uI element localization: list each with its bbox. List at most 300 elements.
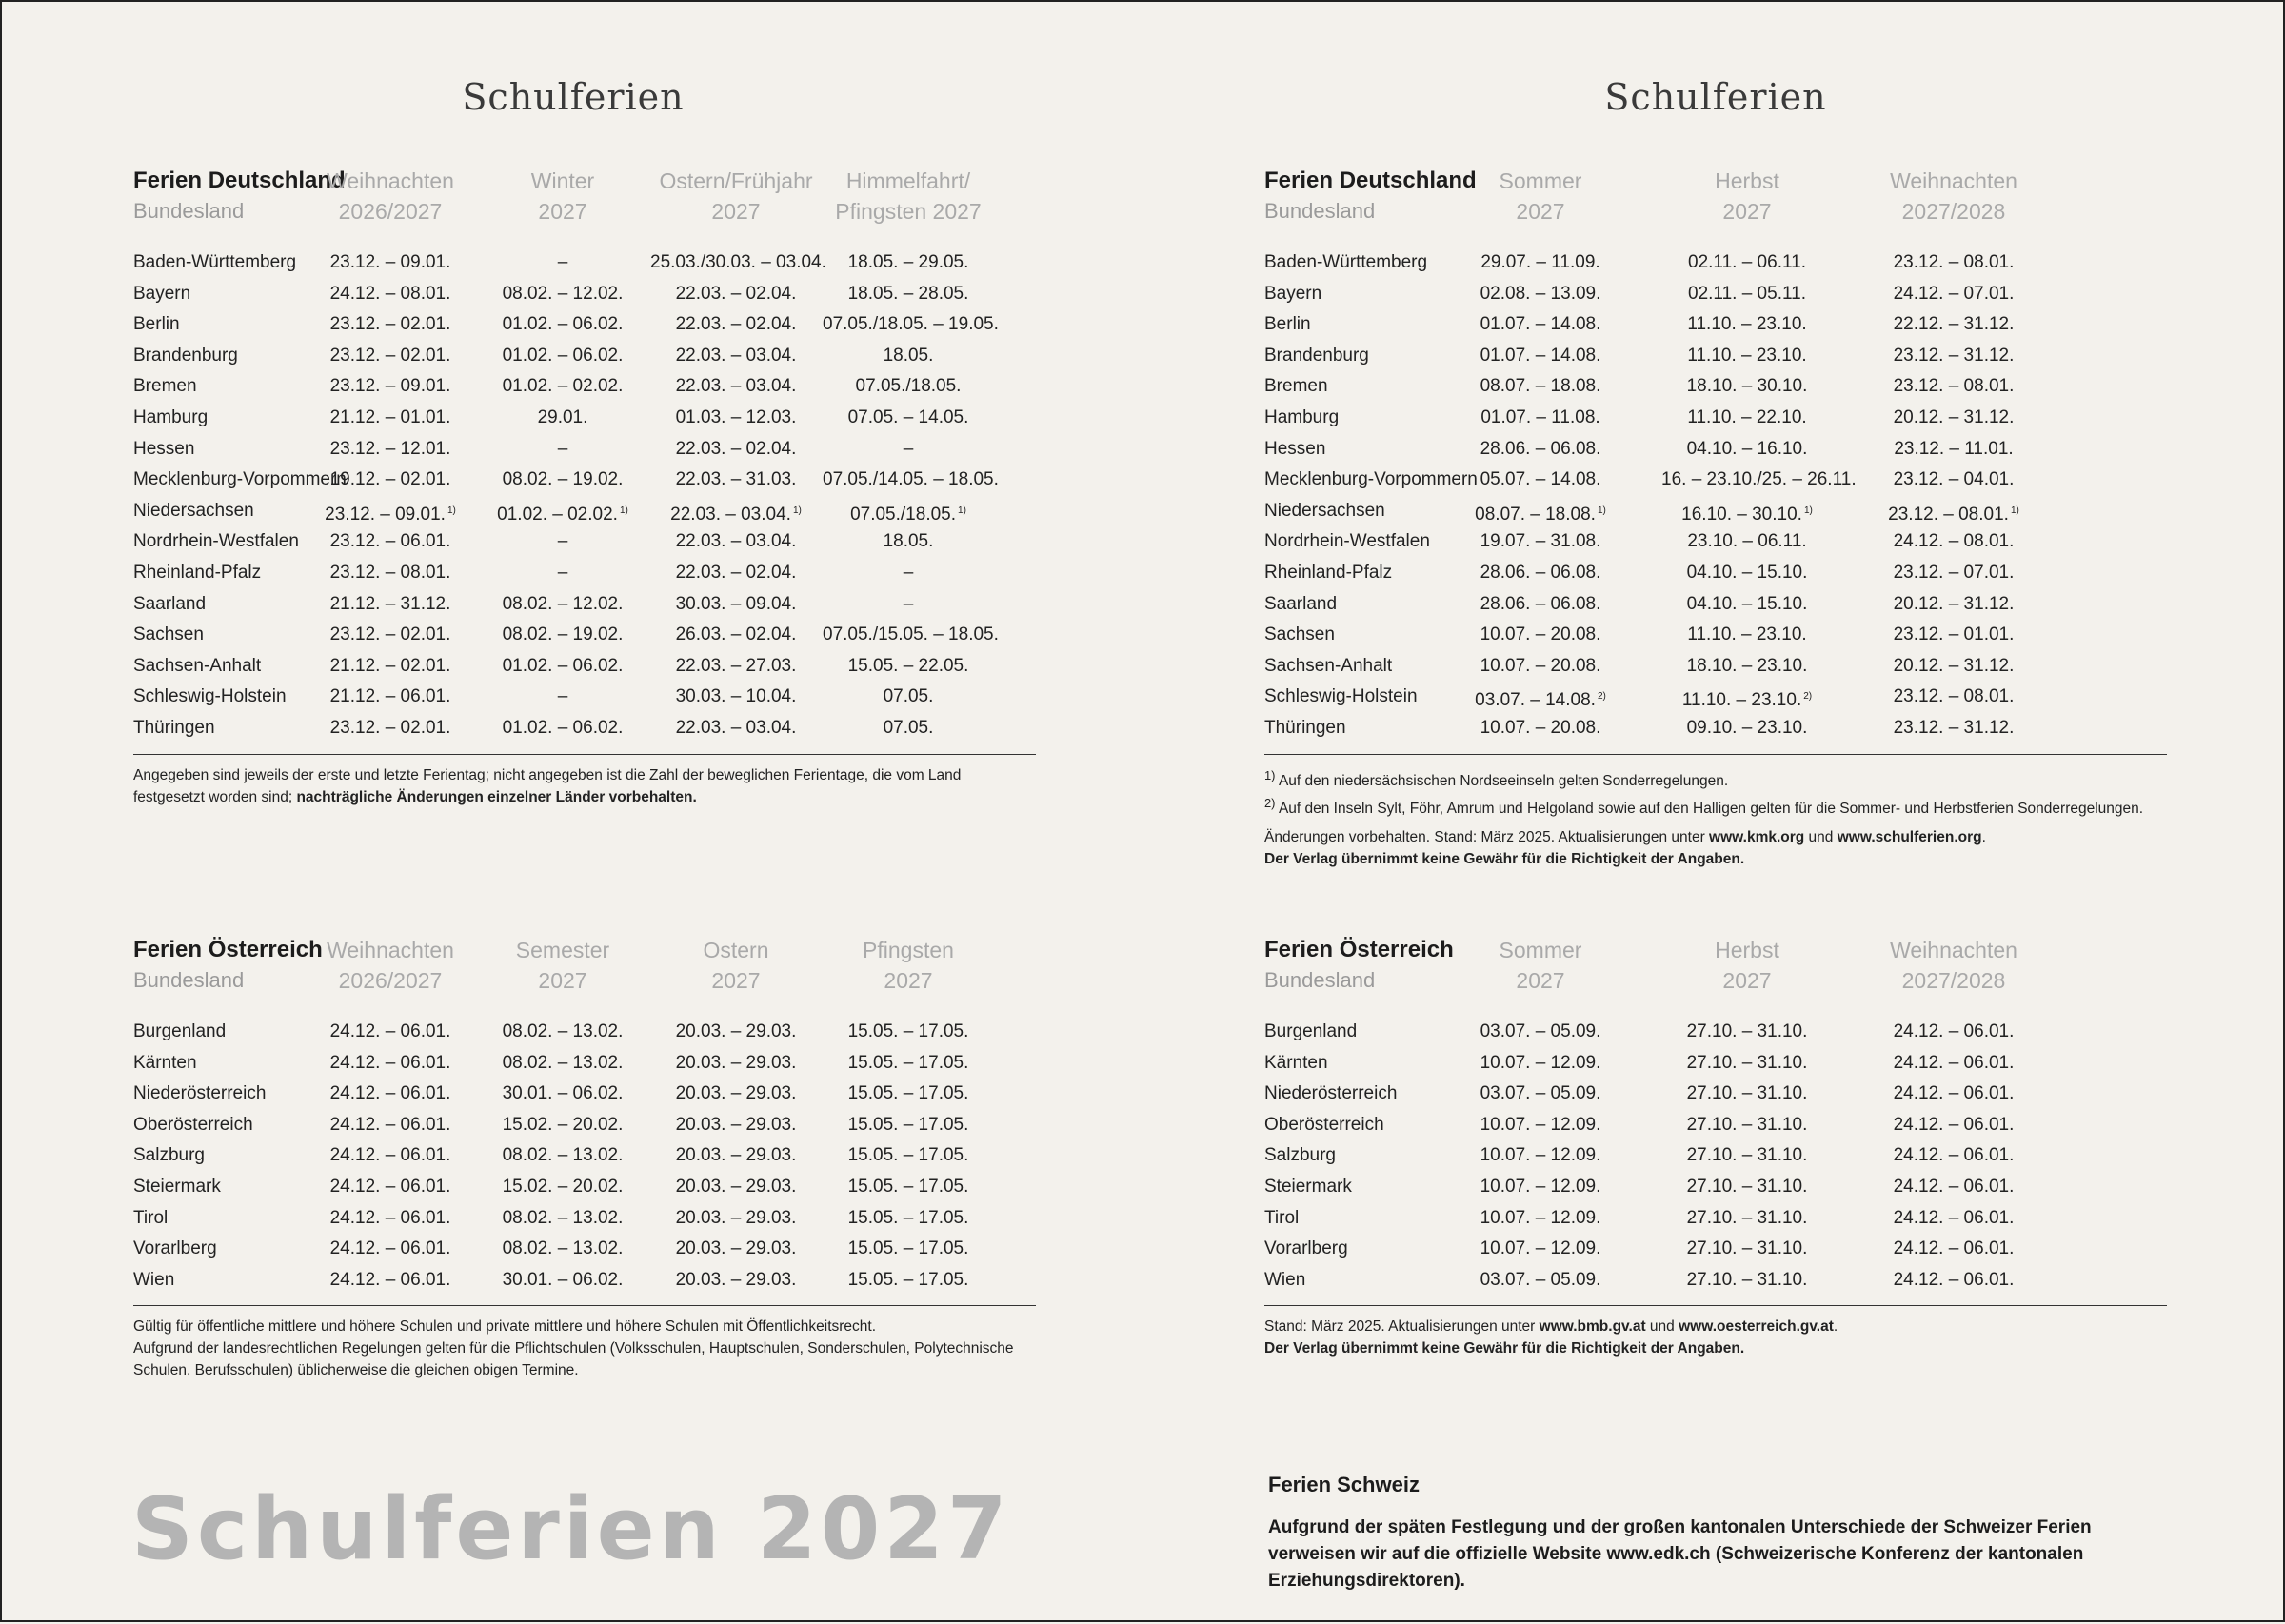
date-cell: 15.05. – 17.05. — [847, 1207, 969, 1228]
state-name: Rheinland-Pfalz — [1264, 562, 1393, 583]
table-row — [133, 589, 1036, 621]
date-cell: 11.10. – 22.10. — [1687, 406, 1807, 427]
footnote-marker: 1) — [2010, 505, 2019, 516]
date-cell: 24.12. – 06.01. — [329, 1145, 451, 1166]
date-cell: 29.07. – 11.09. — [1480, 252, 1600, 272]
date-cell: 30.03. – 10.04. — [675, 686, 797, 707]
date-cell: 10.07. – 12.09. — [1480, 1176, 1601, 1197]
date-cell: 02.11. – 06.11. — [1688, 252, 1806, 272]
column-header: Pfingsten 2027 — [863, 938, 954, 993]
date-cell: 20.03. – 29.03. — [675, 1269, 797, 1290]
date-cell: 24.12. – 06.01. — [1893, 1083, 2015, 1104]
table-row — [1264, 248, 2167, 279]
date-cell: 08.02. – 12.02. — [502, 283, 624, 304]
date-cell: 01.02. – 06.02. — [502, 655, 624, 676]
date-cell: 22.03. – 03.04. — [675, 717, 797, 738]
date-cell: 24.12. – 06.01. — [1893, 1269, 2015, 1290]
date-cell: 23.10. – 06.11. — [1687, 531, 1807, 552]
date-cell: 24.12. – 06.01. — [329, 1052, 451, 1073]
date-cell: 08.02. – 13.02. — [502, 1238, 624, 1259]
date-cell: 23.12. – 02.01. — [329, 314, 451, 335]
state-name: Wien — [1264, 1269, 1306, 1290]
date-cell: 15.05. – 17.05. — [847, 1176, 969, 1197]
column-header: Sommer 2027 — [1499, 168, 1582, 224]
table-austria-left — [133, 933, 1036, 1381]
state-name: Bremen — [1264, 376, 1328, 397]
date-cell: 24.12. – 06.01. — [1893, 1207, 2015, 1228]
state-name: Vorarlberg — [133, 1238, 217, 1259]
state-name: Rheinland-Pfalz — [133, 562, 262, 583]
table-row — [133, 558, 1036, 589]
table-row — [1264, 1079, 2167, 1110]
date-cell: 18.05. — [883, 531, 934, 552]
date-cell: 15.05. – 17.05. — [847, 1114, 969, 1135]
date-cell: 07.05. — [883, 717, 934, 738]
date-cell: 23.12. – 31.12. — [1893, 345, 2015, 366]
footnote-marker: 1) — [958, 505, 966, 516]
divider — [1264, 754, 2167, 755]
date-cell: 07.05./18.05. — [855, 376, 962, 397]
column-header: Ostern 2027 — [703, 938, 769, 993]
state-name: Mecklenburg-Vorpommern — [133, 469, 347, 490]
date-cell: 24.12. – 06.01. — [1893, 1114, 2015, 1135]
table-row — [133, 713, 1036, 744]
date-cell: 27.10. – 31.10. — [1686, 1207, 1808, 1228]
date-cell: 08.07. – 18.08. $^{1)}$ — [1475, 504, 1606, 525]
date-cell: 22.03. – 03.04. — [675, 531, 797, 552]
date-cell: 15.05. – 22.05. — [847, 655, 969, 676]
table-note: $^{1)}$ Auf den niedersächsischen Nordseeinseln gelten Sonderregelungen. $^{2)}$ Auf den Inseln Sylt, Föhr, Amrum und Helgoland sowie auf den Halligen gelten für die Sommer- und Herbstferien Sonderregelungen. Änderungen vorbehalten. Stand: März 2025. Aktualisierungen unter www.kmk.org und www.schulferien.org. Der Verlag übernimmt keine Gewähr für die Richtigkeit der Angaben. — [1264, 767, 2144, 867]
date-cell: 28.06. – 06.08. — [1480, 593, 1601, 614]
date-cell: 15.05. – 17.05. — [847, 1052, 969, 1073]
table-row — [1264, 1203, 2167, 1235]
table-subtitle: Bundesland — [1264, 968, 1376, 992]
date-cell: 10.07. – 20.08. — [1480, 655, 1601, 676]
table-title: Ferien Österreich — [133, 937, 323, 962]
date-cell: 27.10. – 31.10. — [1686, 1176, 1808, 1197]
date-cell: 01.03. – 12.03. — [675, 406, 797, 427]
table-row — [1264, 1048, 2167, 1079]
date-cell: 22.03. – 03.04. — [675, 376, 797, 397]
date-cell: 07.05. – 14.05. — [847, 406, 969, 427]
date-cell: 24.12. – 06.01. — [329, 1207, 451, 1228]
date-cell: 04.10. – 16.10. — [1686, 438, 1808, 459]
state-name: Nordrhein-Westfalen — [1264, 531, 1430, 552]
table-row — [133, 465, 1036, 496]
state-name: Tirol — [133, 1207, 169, 1228]
state-name: Berlin — [133, 314, 180, 335]
date-cell: 24.12. – 06.01. — [1893, 1238, 2015, 1259]
date-cell: 20.03. – 29.03. — [675, 1238, 797, 1259]
date-cell: 11.10. – 23.10. $^{2)}$ — [1681, 690, 1813, 711]
divider — [133, 754, 1036, 755]
date-cell: 23.12. – 01.01. — [1893, 624, 2015, 645]
date-cell: 27.10. – 31.10. — [1686, 1021, 1808, 1041]
date-cell: 18.05. — [883, 345, 934, 366]
date-cell: 16.10. – 30.10. $^{1)}$ — [1681, 504, 1813, 525]
state-name: Niederösterreich — [133, 1083, 267, 1104]
column-header: Weihnachten 2026/2027 — [327, 938, 454, 993]
date-cell: 19.12. – 02.01. — [329, 469, 451, 490]
date-cell: 24.12. – 06.01. — [329, 1083, 451, 1104]
state-name: Sachsen-Anhalt — [1264, 655, 1393, 676]
date-cell: 10.07. – 12.09. — [1480, 1114, 1601, 1135]
date-cell: 11.10. – 23.10. — [1687, 345, 1807, 366]
date-cell: 22.03. – 02.04. — [675, 562, 797, 583]
date-cell: 08.02. – 12.02. — [502, 593, 624, 614]
state-name: Bayern — [1264, 283, 1322, 304]
state-name: Steiermark — [1264, 1176, 1352, 1197]
state-name: Schleswig-Holstein — [1264, 686, 1418, 707]
date-cell: 29.01. — [537, 406, 588, 427]
state-name: Thüringen — [133, 717, 215, 738]
date-cell: – — [557, 252, 568, 272]
table-row — [133, 1265, 1036, 1297]
date-cell: 02.08. – 13.09. — [1480, 283, 1601, 304]
table-row — [1264, 496, 2167, 527]
date-cell: 20.03. – 29.03. — [675, 1021, 797, 1041]
date-cell: 15.05. – 17.05. — [847, 1083, 969, 1104]
state-name: Thüringen — [1264, 717, 1346, 738]
date-cell: 16. – 23.10./25. – 26.11. — [1661, 469, 1857, 490]
table-row — [1264, 589, 2167, 621]
table-row — [1264, 341, 2167, 372]
date-cell: 08.02. – 13.02. — [502, 1052, 624, 1073]
state-name: Salzburg — [133, 1145, 205, 1166]
date-cell: 01.02. – 06.02. — [502, 345, 624, 366]
date-cell: 24.12. – 06.01. — [1893, 1176, 2015, 1197]
date-cell: – — [557, 438, 568, 459]
date-cell: 24.12. – 06.01. — [329, 1238, 451, 1259]
table-row — [133, 1048, 1036, 1079]
column-header: Weihnachten 2027/2028 — [1890, 168, 2017, 224]
date-cell: 09.10. – 23.10. — [1686, 717, 1808, 738]
date-cell: 23.12. – 02.01. — [329, 717, 451, 738]
switzerland-title: Ferien Schweiz — [1268, 1473, 1420, 1496]
date-cell: 01.02. – 06.02. — [502, 314, 624, 335]
state-name: Hamburg — [1264, 406, 1340, 427]
date-cell: 15.02. – 20.02. — [502, 1176, 624, 1197]
date-cell: 24.12. – 08.01. — [1893, 531, 2015, 552]
date-cell: 27.10. – 31.10. — [1686, 1238, 1808, 1259]
date-cell: 08.02. – 19.02. — [502, 624, 624, 645]
state-name: Niedersachsen — [1264, 500, 1385, 521]
date-cell: 03.07. – 05.09. — [1480, 1083, 1601, 1104]
table-row — [1264, 1110, 2167, 1141]
state-name: Wien — [133, 1269, 175, 1290]
column-header: Weihnachten 2027/2028 — [1890, 938, 2017, 993]
date-cell: 08.02. – 19.02. — [502, 469, 624, 490]
table-title: Ferien Deutschland — [133, 168, 346, 193]
date-cell: 21.12. – 01.01. — [329, 406, 451, 427]
table-body — [1264, 248, 2167, 744]
date-cell: 27.10. – 31.10. — [1686, 1052, 1808, 1073]
date-cell: 24.12. – 07.01. — [1893, 283, 2015, 304]
date-cell: 22.03. – 03.04. — [675, 345, 797, 366]
date-cell: 08.02. – 13.02. — [502, 1145, 624, 1166]
date-cell: 04.10. – 15.10. — [1686, 562, 1808, 583]
switzerland-section — [1268, 1471, 2173, 1594]
table-body — [133, 1017, 1036, 1296]
date-cell: 25.03./30.03. – 03.04. — [650, 252, 826, 272]
column-header: Winter 2027 — [530, 168, 595, 224]
date-cell: 08.02. – 13.02. — [502, 1021, 624, 1041]
date-cell: 24.12. – 06.01. — [329, 1021, 451, 1041]
state-name: Baden-Württemberg — [1264, 252, 1428, 272]
state-name: Oberösterreich — [1264, 1114, 1384, 1135]
state-name: Niederösterreich — [1264, 1083, 1398, 1104]
table-row — [133, 248, 1036, 279]
date-cell: 20.03. – 29.03. — [675, 1052, 797, 1073]
table-body — [1264, 1017, 2167, 1296]
date-cell: 10.07. – 20.08. — [1480, 624, 1601, 645]
table-row — [133, 434, 1036, 465]
table-row — [133, 1079, 1036, 1110]
date-cell: 20.12. – 31.12. — [1893, 655, 2015, 676]
table-note: Angegeben sind jeweils der erste und letzte Ferientag; nicht angegeben ist die Zahl der beweglichen Ferientage, die vom Land festgesetzt worden sind; nachträgliche Änderungen einzelner Länder vorbehalten. — [133, 766, 962, 805]
table-row — [133, 403, 1036, 434]
table-header — [133, 933, 1036, 994]
date-cell: 23.12. – 12.01. — [329, 438, 451, 459]
date-cell: 02.11. – 05.11. — [1688, 283, 1806, 304]
date-cell: 15.05. – 17.05. — [847, 1021, 969, 1041]
date-cell: 23.12. – 09.01. $^{1)}$ — [325, 504, 456, 525]
footnote-marker: 1) — [619, 505, 628, 516]
state-name: Mecklenburg-Vorpommern — [1264, 469, 1478, 490]
date-cell: 01.02. – 06.02. — [502, 717, 624, 738]
state-name: Berlin — [1264, 314, 1311, 335]
footnote-marker: 1) — [1597, 505, 1606, 516]
date-cell: 28.06. – 06.08. — [1480, 438, 1601, 459]
date-cell: 11.10. – 23.10. — [1687, 314, 1807, 335]
date-cell: 18.05. – 28.05. — [847, 283, 969, 304]
table-header — [1264, 933, 2167, 994]
table-header — [1264, 164, 2167, 225]
date-cell: 15.05. – 17.05. — [847, 1238, 969, 1259]
left-page — [2, 2, 1144, 1624]
table-row — [1264, 371, 2167, 403]
state-name: Kärnten — [1264, 1052, 1328, 1073]
date-cell: 23.12. – 07.01. — [1893, 562, 2015, 583]
date-cell: 26.03. – 02.04. — [675, 624, 797, 645]
date-cell: 08.02. – 13.02. — [502, 1207, 624, 1228]
date-cell: – — [903, 562, 914, 583]
table-row — [133, 1203, 1036, 1235]
date-cell: 01.07. – 11.08. — [1480, 406, 1600, 427]
state-name: Saarland — [133, 593, 207, 614]
date-cell: 10.07. – 12.09. — [1480, 1052, 1601, 1073]
date-cell: 24.12. – 06.01. — [1893, 1052, 2015, 1073]
state-name: Vorarlberg — [1264, 1238, 1348, 1259]
date-cell: 22.03. – 31.03. — [675, 469, 797, 490]
state-name: Brandenburg — [133, 345, 238, 366]
column-header: Herbst 2027 — [1715, 168, 1779, 224]
date-cell: 15.05. – 17.05. — [847, 1145, 969, 1166]
date-cell: 21.12. – 31.12. — [329, 593, 451, 614]
date-cell: 20.03. – 29.03. — [675, 1114, 797, 1135]
date-cell: 24.12. – 06.01. — [329, 1114, 451, 1135]
table-row — [1264, 1172, 2167, 1203]
table-row — [1264, 434, 2167, 465]
date-cell: 05.07. – 14.08. — [1480, 469, 1601, 490]
table-row — [133, 651, 1036, 683]
date-cell: 07.05. — [883, 686, 934, 707]
table-title: Ferien Deutschland — [1264, 168, 1477, 193]
page-title: Schulferien — [1604, 76, 1827, 118]
footnote-marker: 1) — [447, 505, 456, 516]
date-cell: 01.02. – 02.02. — [502, 376, 624, 397]
table-note: Stand: März 2025. Aktualisierungen unter www.bmb.gv.at und www.oesterreich.gv.at. Der Verlag übernimmt keine Gewähr für die Richtigkeit der Angaben. — [1264, 1318, 1838, 1357]
date-cell: 23.12. – 02.01. — [329, 345, 451, 366]
footnote-marker: 1) — [1803, 505, 1813, 516]
table-row — [133, 309, 1036, 341]
table-row — [1264, 713, 2167, 744]
divider — [1264, 1305, 2167, 1306]
table-row — [133, 526, 1036, 558]
date-cell: 27.10. – 31.10. — [1686, 1083, 1808, 1104]
date-cell: 07.05./15.05. – 18.05. — [823, 624, 999, 645]
table-row — [1264, 558, 2167, 589]
state-name: Sachsen-Anhalt — [133, 655, 262, 676]
date-cell: 22.12. – 31.12. — [1893, 314, 2015, 335]
table-row — [1264, 651, 2167, 683]
state-name: Bayern — [133, 283, 191, 304]
footnote-marker: 2) — [1803, 691, 1813, 703]
date-cell: 28.06. – 06.08. — [1480, 562, 1601, 583]
table-row — [133, 496, 1036, 527]
table-row — [1264, 309, 2167, 341]
date-cell: 20.03. – 29.03. — [675, 1176, 797, 1197]
column-header: Semester 2027 — [515, 938, 610, 993]
table-row — [133, 1017, 1036, 1048]
date-cell: 27.10. – 31.10. — [1686, 1269, 1808, 1290]
date-cell: 23.12. – 02.01. — [329, 624, 451, 645]
table-body — [133, 248, 1036, 744]
date-cell: 24.12. – 06.01. — [329, 1269, 451, 1290]
date-cell: 27.10. – 31.10. — [1686, 1114, 1808, 1135]
date-cell: 11.10. – 23.10. — [1687, 624, 1807, 645]
date-cell: – — [557, 562, 568, 583]
state-name: Kärnten — [133, 1052, 197, 1073]
state-name: Burgenland — [1264, 1021, 1358, 1041]
state-name: Tirol — [1264, 1207, 1300, 1228]
table-row — [1264, 1017, 2167, 1048]
state-name: Burgenland — [133, 1021, 227, 1041]
date-cell: 22.03. – 02.04. — [675, 314, 797, 335]
column-header: Herbst 2027 — [1715, 938, 1779, 993]
date-cell: 23.12. – 08.01. — [329, 562, 451, 583]
column-header: Himmelfahrt/ Pfingsten 2027 — [835, 168, 982, 224]
table-subtitle: Bundesland — [1264, 199, 1376, 223]
table-row — [133, 1172, 1036, 1203]
date-cell: 24.12. – 06.01. — [329, 1176, 451, 1197]
state-name: Schleswig-Holstein — [133, 686, 287, 707]
date-cell: 18.10. – 30.10. — [1686, 376, 1808, 397]
date-cell: 23.12. – 06.01. — [329, 531, 451, 552]
table-row — [133, 1110, 1036, 1141]
date-cell: 01.02. – 02.02. $^{1)}$ — [497, 504, 628, 525]
date-cell: 18.05. – 29.05. — [847, 252, 969, 272]
table-row — [1264, 465, 2167, 496]
date-cell: 01.07. – 14.08. — [1480, 345, 1601, 366]
table-note: Gültig für öffentliche mittlere und höhere Schulen und private mittlere und höhere Schulen mit Öffentlichkeitsrecht. Aufgrund der landesrechtlichen Regelungen gelten für die Pflichtschulen (Volksschulen, Hauptschulen, Sonderschulen, Polytechnische Schulen, Berufsschulen) üblicherweise die gleichen obigen Termine. — [133, 1318, 1014, 1379]
date-cell: 22.03. – 27.03. — [675, 655, 797, 676]
date-cell: 01.07. – 14.08. — [1480, 314, 1601, 335]
date-cell: 24.12. – 08.01. — [329, 283, 451, 304]
date-cell: 08.07. – 18.08. — [1480, 376, 1601, 397]
date-cell: 20.03. – 29.03. — [675, 1083, 797, 1104]
date-cell: 10.07. – 12.09. — [1480, 1145, 1601, 1166]
column-header: Sommer 2027 — [1499, 938, 1582, 993]
date-cell: 22.03. – 03.04. $^{1)}$ — [670, 504, 802, 525]
table-row — [1264, 620, 2167, 651]
date-cell: 20.03. – 29.03. — [675, 1145, 797, 1166]
table-row — [133, 682, 1036, 713]
date-cell: 07.05./14.05. – 18.05. — [823, 469, 999, 490]
page-title: Schulferien — [462, 76, 685, 118]
state-name: Salzburg — [1264, 1145, 1336, 1166]
state-name: Baden-Württemberg — [133, 252, 297, 272]
table-subtitle: Bundesland — [133, 199, 245, 223]
date-cell: 15.05. – 17.05. — [847, 1269, 969, 1290]
date-cell: 18.10. – 23.10. — [1686, 655, 1808, 676]
date-cell: 07.05./18.05. – 19.05. — [823, 314, 999, 335]
switzerland-text: Aufgrund der späten Festlegung und der großen kantonalen Unterschiede der Schweizer Ferien verweisen wir auf die offizielle Website www.edk.ch (Schweizerische Konferenz der kantonalen Erziehungsdirektoren). — [1268, 1517, 2092, 1591]
table-row — [133, 1234, 1036, 1265]
table-title: Ferien Österreich — [1264, 937, 1454, 962]
date-cell: 03.07. – 14.08. $^{2)}$ — [1475, 690, 1606, 711]
date-cell: 23.12. – 31.12. — [1893, 717, 2015, 738]
state-name: Sachsen — [133, 624, 204, 645]
date-cell: 23.12. – 08.01. — [1893, 686, 2015, 707]
table-row — [133, 341, 1036, 372]
date-cell: 23.12. – 08.01. — [1893, 376, 2015, 397]
table-germany-right — [1264, 164, 2167, 870]
date-cell: 03.07. – 05.09. — [1480, 1269, 1601, 1290]
column-header: Ostern/Frühjahr 2027 — [659, 168, 813, 224]
footnote-marker: 1) — [792, 505, 802, 516]
date-cell: 23.12. – 11.01. — [1894, 438, 2014, 459]
table-header — [133, 164, 1036, 225]
table-row — [1264, 1140, 2167, 1172]
column-header: Weihnachten 2026/2027 — [327, 168, 454, 224]
right-page — [1144, 2, 2285, 1624]
table-row — [1264, 682, 2167, 713]
state-name: Steiermark — [133, 1176, 221, 1197]
table-row — [1264, 1265, 2167, 1297]
table-subtitle: Bundesland — [133, 968, 245, 992]
date-cell: 23.12. – 04.01. — [1893, 469, 2015, 490]
date-cell: 30.03. – 09.04. — [675, 593, 797, 614]
state-name: Brandenburg — [1264, 345, 1369, 366]
date-cell: 24.12. – 06.01. — [1893, 1145, 2015, 1166]
big-title: Schulferien 2027 — [131, 1479, 1011, 1579]
date-cell: 23.12. – 08.01. — [1893, 252, 2015, 272]
table-row — [1264, 526, 2167, 558]
state-name: Oberösterreich — [133, 1114, 253, 1135]
date-cell: 22.03. – 02.04. — [675, 438, 797, 459]
table-row — [133, 620, 1036, 651]
date-cell: 03.07. – 05.09. — [1480, 1021, 1601, 1041]
divider — [133, 1305, 1036, 1306]
table-row — [133, 371, 1036, 403]
state-name: Hamburg — [133, 406, 209, 427]
date-cell: 23.12. – 09.01. — [329, 376, 451, 397]
footnote-marker: 2) — [1597, 691, 1606, 703]
state-name: Hessen — [1264, 438, 1326, 459]
date-cell: 10.07. – 12.09. — [1480, 1207, 1601, 1228]
table-row — [1264, 1234, 2167, 1265]
